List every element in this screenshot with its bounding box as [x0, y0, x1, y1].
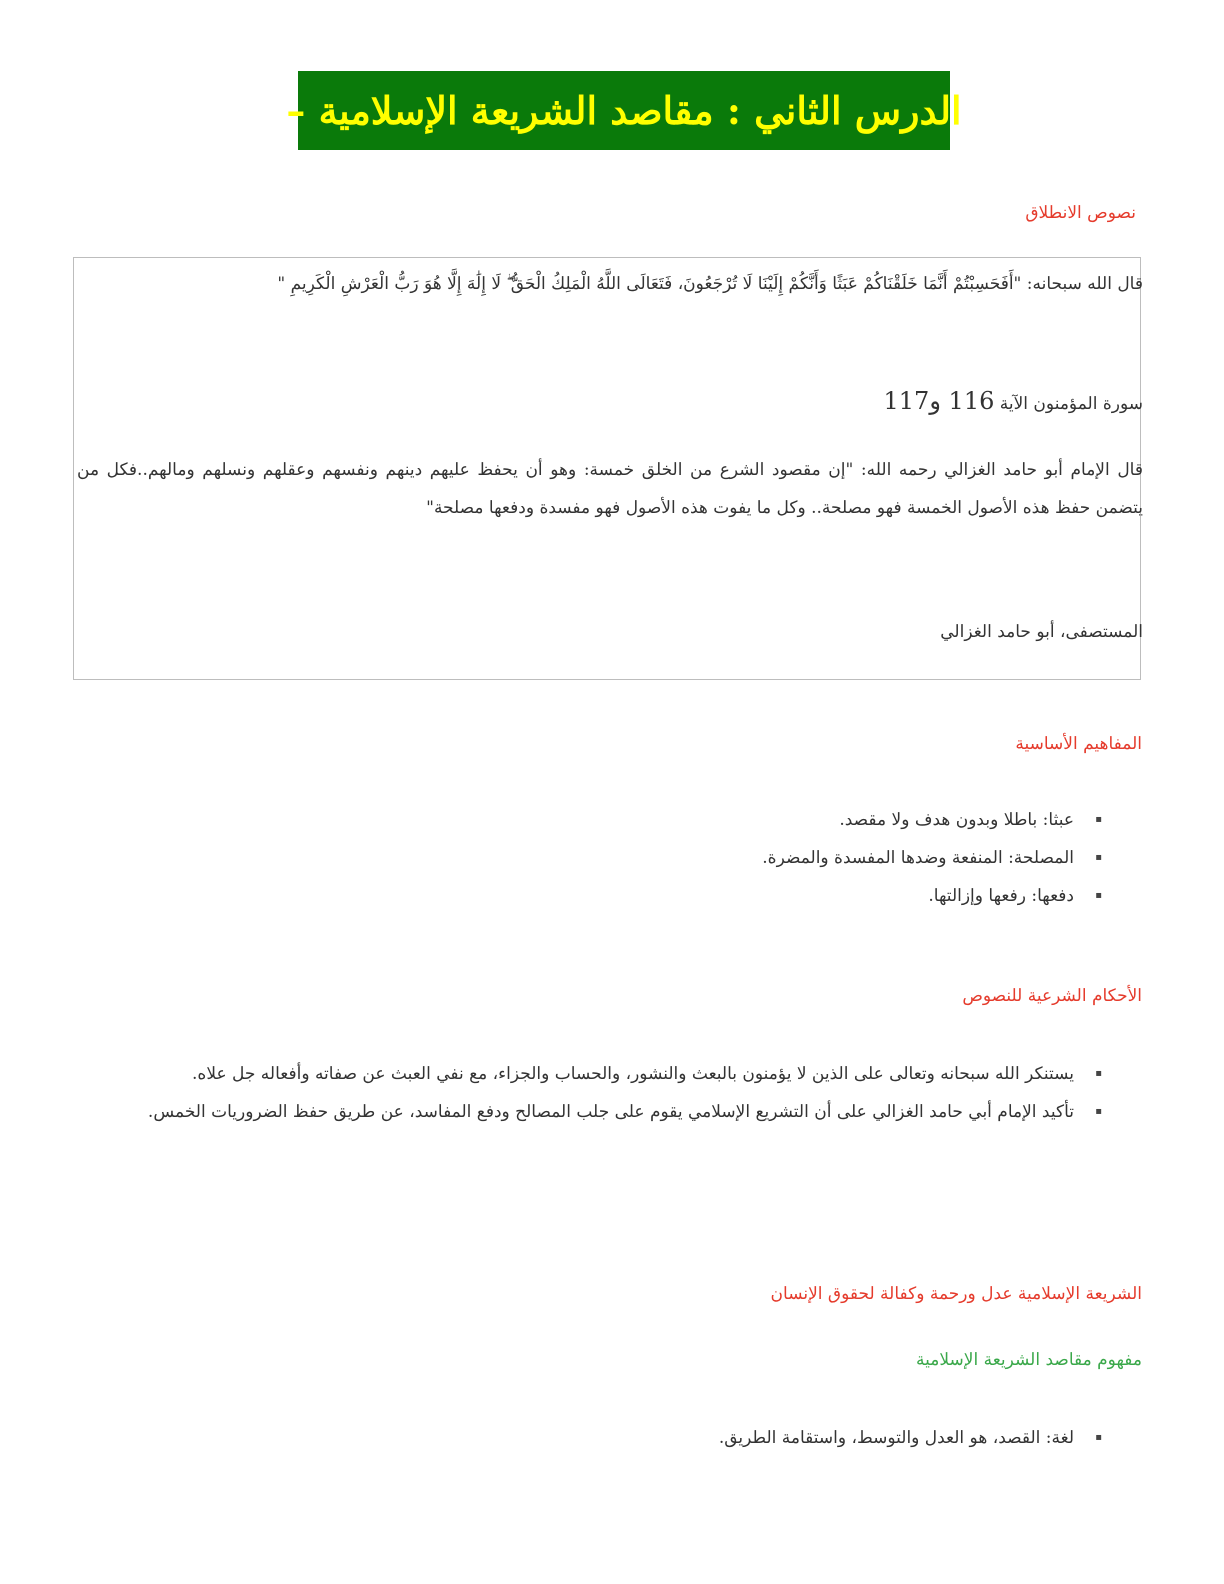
lesson-title-banner: [286, 71, 962, 150]
heading-key-concepts: المفاهيم الأساسية: [1015, 734, 1142, 754]
list-item: ▪ لغة: القصد، هو العدل والتوسط، واستقامة الطريق.: [719, 1419, 1074, 1457]
lesson-title: الدرس الثاني : مقاصد الشريعة الإسلامية –: [286, 88, 962, 133]
verse-text: قال الله سبحانه: "أَفَحَسِبْتُمْ أَنَّمَا خَلَقْنَاكُمْ عَبَثًا وَأَنَّكُمْ إِلَيْنَا لَا تُرْجَعُونَ، فَتَعَالَى اللَّهُ الْمَلِكُ الْحَقُّ ۖ لَا إِلَٰهَ إِلَّا هُوَ رَبُّ الْعَرْشِ الْكَرِيمِ ": [277, 274, 1143, 294]
list-item: ▪ يستنكر الله سبحانه وتعالى على الذين لا يؤمنون بالبعث والنشور، والحساب والجزاء، مع نفي العبث عن صفاته وأفعاله جل علاه.: [99, 1055, 1074, 1093]
list-item: ▪ المصلحة: المنفعة وضدها المفسدة والمضرة.: [762, 839, 1074, 877]
bullet-icon: ▪: [1095, 852, 1102, 863]
verse-source-numbers: 116 و117: [883, 387, 995, 415]
heading-starting-texts: نصوص الانطلاق: [1025, 203, 1136, 223]
heading-concept-definition: مفهوم مقاصد الشريعة الإسلامية: [916, 1350, 1142, 1370]
bullet-icon: ▪: [1095, 1432, 1102, 1443]
bullet-icon: ▪: [1095, 814, 1102, 825]
definitions-list: [718, 1419, 1102, 1457]
heading-rulings: الأحكام الشرعية للنصوص: [962, 986, 1142, 1006]
ghazali-quote: قال الإمام أبو حامد الغزالي رحمه الله: "إن مقصود الشرع من الخلق خمسة: وهو أن يحفظ عليهم دينهم ونفسهم وعقلهم ونسلهم ومالهم..فكل من يتضمن حفظ هذه الأصول الخمسة فهو مصلحة.. وكل ما يفوت هذه الأصول فهو مفسدة ودفعها مصلحة": [77, 460, 1143, 518]
rulings-list: [99, 1055, 1102, 1131]
bullet-icon: ▪: [1095, 1068, 1102, 1079]
list-item: ▪ تأكيد الإمام أبي حامد الغزالي على أن التشريع الإسلامي يقوم على جلب المصالح ودفع المفاسد، عن طريق حفظ الضروريات الخمس.: [99, 1093, 1074, 1131]
verse-source: [77, 382, 1143, 423]
heading-justice: الشريعة الإسلامية عدل ورحمة وكفالة لحقوق الإنسان: [770, 1284, 1142, 1304]
concepts-list: [762, 801, 1102, 915]
list-item: ▪ دفعها: رفعها وإزالتها.: [762, 877, 1074, 915]
bullet-icon: ▪: [1095, 1106, 1102, 1117]
quote-source: المستصفى، أبو حامد الغزالي: [940, 622, 1143, 642]
verse-source-label: سورة المؤمنون الآية: [999, 394, 1143, 414]
list-item: ▪ عبثا: باطلا وبدون هدف ولا مقصد.: [762, 801, 1074, 839]
bullet-icon: ▪: [1095, 890, 1102, 901]
